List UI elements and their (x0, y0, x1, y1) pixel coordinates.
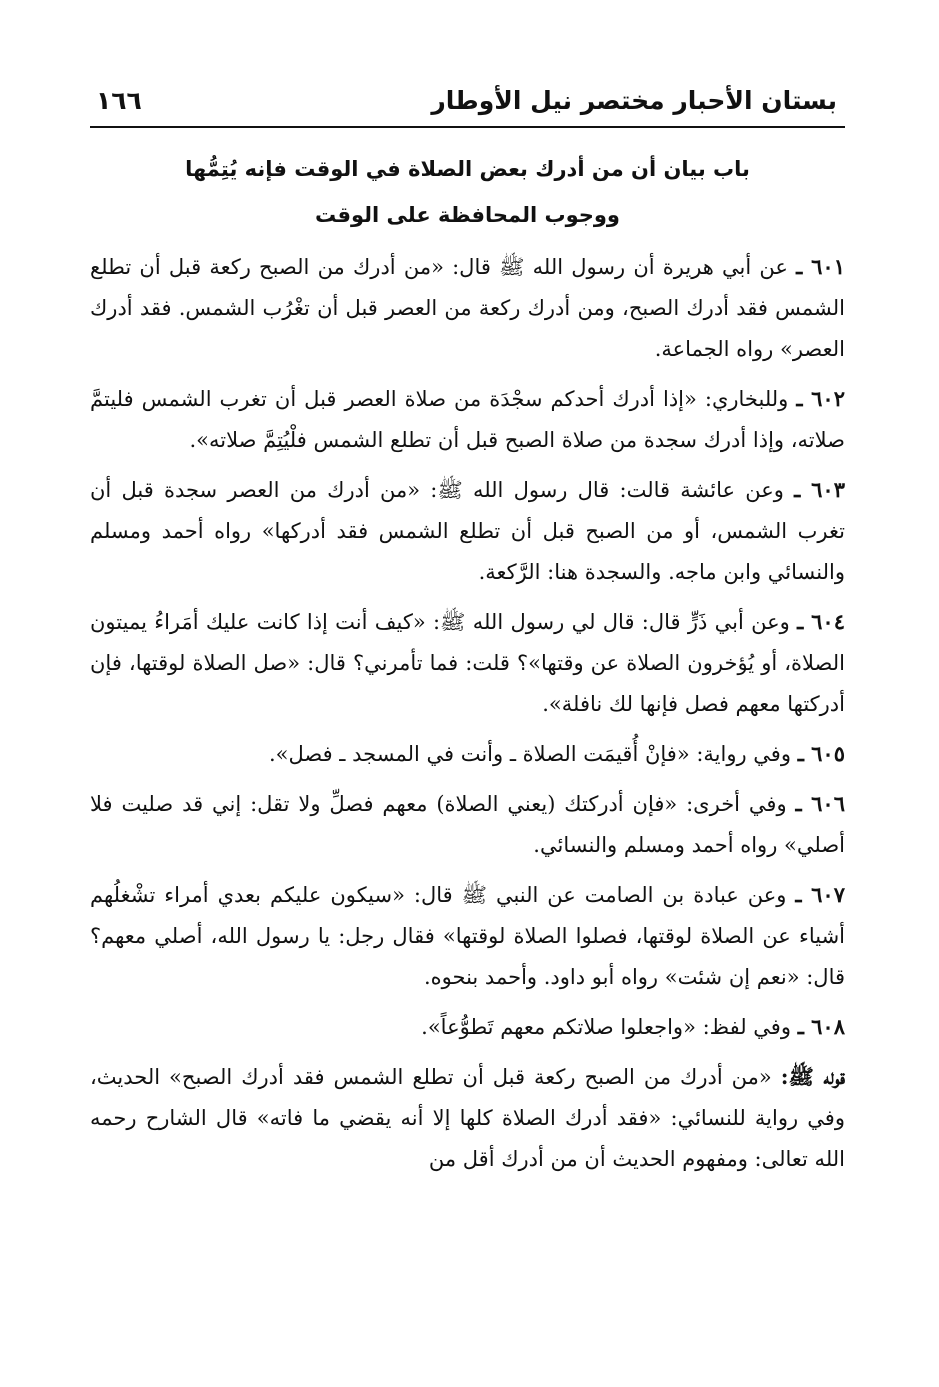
hadith-text: وللبخاري: «إذا أدرك أحدكم سجْدَة من صلاة العصر قبل أن تغرب الشمس فليتمَّ صلاته، وإذا أدرك سجدة من صلاة الصبح قبل أن تطلع الشمس فلْيُتِمَّ صلاته». (90, 387, 845, 452)
book-page (90, 70, 845, 1188)
commentary (90, 1056, 845, 1180)
hadith-text: وفي أخرى: «فإن أدركتك (يعني الصلاة) معهم فصلِّ ولا تقل: إني قد صليت فلا أصلي» رواه أحمد ومسلم والنسائي. (90, 792, 845, 857)
commentary-lead: قوله ﷺ: (780, 1064, 845, 1089)
hadith-text: وفي لفظ: «واجعلوا صلاتكم معهم تَطوُّعاً». (421, 1015, 791, 1039)
chapter-heading-line-2: ووجوب المحافظة على الوقت (315, 203, 620, 227)
hadith-603 (90, 469, 845, 593)
hadith-606 (90, 783, 845, 866)
chapter-heading-line-1: باب بيان أن من أدرك بعض الصلاة في الوقت فإنه يُتِمُّها (185, 157, 750, 181)
hadith-number: ٦٠٨ ـ (797, 1014, 845, 1039)
running-header (90, 70, 845, 128)
hadith-607 (90, 874, 845, 998)
hadith-601 (90, 246, 845, 370)
commentary-text: «من أدرك من الصبح ركعة قبل أن تطلع الشمس فقد أدرك الصبح» الحديث، وفي رواية للنسائي: «فقد أدرك الصلاة كلها إلا أنه يقضي ما فاته» قال الشارح رحمه الله تعالى: ومفهوم الحديث أن من أدرك أقل من (90, 1065, 845, 1171)
hadith-number: ٦٠٤ ـ (797, 609, 845, 634)
hadith-number: ٦٠٦ ـ (795, 791, 845, 816)
hadith-text: وفي رواية: «فإنْ أُقيمَت الصلاة ـ وأنت في المسجد ـ فصل». (268, 742, 791, 766)
hadith-605 (90, 733, 845, 775)
hadith-text: عن أبي هريرة أن رسول الله ﷺ قال: «من أدرك من الصبح ركعة قبل أن تطلع الشمس فقد أدرك الصبح، ومن أدرك ركعة من العصر قبل أن تغْرُب الشمس. فقد أدرك العصر» رواه الجماعة. (90, 255, 845, 361)
hadith-number: ٦٠٧ ـ (795, 882, 845, 907)
page-number: ١٦٦ (96, 86, 142, 115)
hadith-number: ٦٠٥ ـ (797, 741, 845, 766)
book-title: بستان الأحبار مختصر نيل الأوطار (431, 86, 837, 115)
hadith-608 (90, 1006, 845, 1048)
hadith-602 (90, 378, 845, 461)
hadith-text: وعن عبادة بن الصامت عن النبي ﷺ قال: «سيكون عليكم بعدي أمراء تشْغلُهم أشياء عن الصلاة لوقتها، فصلوا الصلاة لوقتها» فقال رجل: يا رسول الله، أصلي معهم؟ قال: «نعم إن شئت» رواه أبو داود. وأحمد بنحوه. (90, 883, 845, 989)
hadith-604 (90, 601, 845, 725)
hadith-number: ٦٠٢ ـ (796, 386, 845, 411)
hadith-text: وعن عائشة قالت: قال رسول الله ﷺ: «من أدرك من العصر سجدة قبل أن تغرب الشمس، أو من الصبح قبل أن تطلع الشمس فقد أدركها» رواه أحمد ومسلم والنسائي وابن ماجه. والسجدة هنا: الرَّكعة. (90, 478, 845, 584)
chapter-heading (90, 146, 845, 238)
hadith-number: ٦٠٣ ـ (794, 477, 845, 502)
hadith-number: ٦٠١ ـ (796, 254, 845, 279)
hadith-text: وعن أبي ذَرٍّ قال: قال لي رسول الله ﷺ: «كيف أنت إذا كانت عليك أمَراءُ يميتون الصلاة، أو يُؤخرون الصلاة عن وقتها»؟ قلت: فما تأمرني؟ قال: «صل الصلاة لوقتها، فإن أدركتها معهم فصل فإنها لك نافلة». (90, 610, 845, 716)
